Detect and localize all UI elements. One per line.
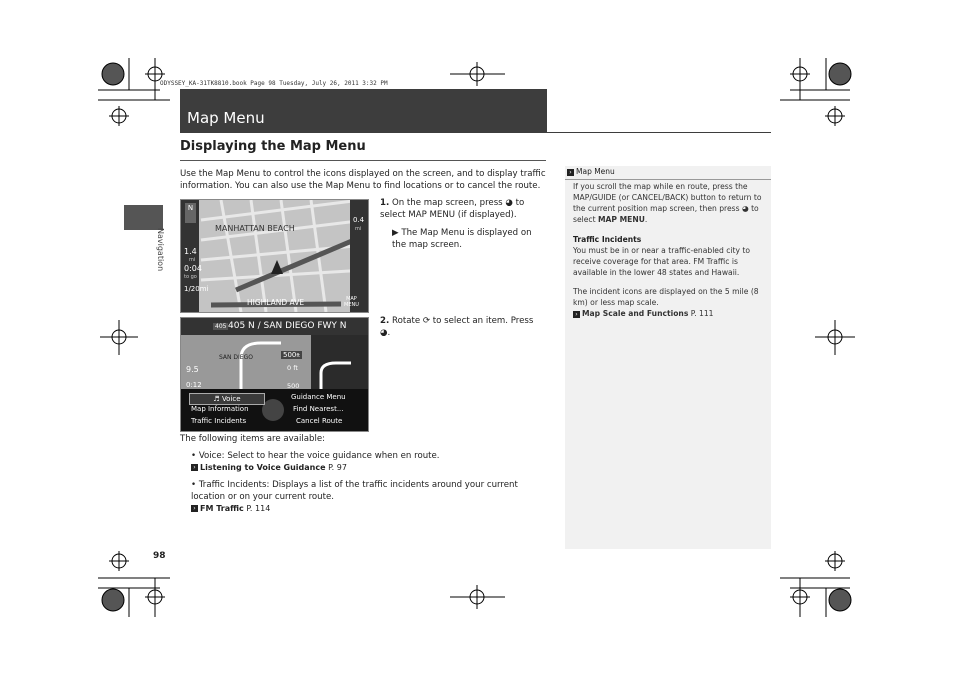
map-menu-label: MAP MENU: [344, 296, 359, 308]
side-tab: [124, 205, 163, 230]
bullet-traffic-incidents: • Traffic Incidents: Displays a list of the traffic incidents around your current location or on your current route.: [191, 480, 518, 502]
scale-value: 500ft: [283, 351, 301, 359]
side-tab-label: Navigation: [156, 228, 165, 272]
sidebar-paragraph-2: You must be in or near a traffic-enabled city to receive coverage for that area. FM Traffic is available in the lower 48 states and Hawaii.: [573, 246, 751, 277]
cross-ref-icon: ›: [191, 505, 198, 512]
street-label-top: MANHATTAN BEACH: [215, 224, 295, 233]
sidebar-note: [565, 166, 771, 549]
step-2: 2. Rotate ⟳ to select an item. Press ◕.: [380, 316, 534, 338]
left-time: 0:12: [186, 381, 202, 389]
route-name: 405 N / SAN DIEGO FWY N: [228, 321, 347, 331]
sidebar-subhead: Traffic Incidents: [573, 235, 642, 244]
map-menu-screen-image: [180, 317, 369, 432]
menu-item-find-nearest: Find Nearest...: [293, 405, 344, 413]
left-distance: 9.5: [186, 365, 199, 374]
menu-item-traffic-incidents: Traffic Incidents: [191, 417, 247, 425]
bullet-voice: • Voice: Select to hear the voice guidance when en route.: [191, 451, 440, 461]
knob-icon: ◕: [742, 204, 749, 213]
sidebar-paragraph-1: If you scroll the map while en route, press the MAP/GUIDE (or CANCEL/BACK) button to return to the current position map screen, then press ◕ to select MAP MENU.: [573, 182, 762, 224]
time-value: 0:04: [184, 264, 202, 273]
map-streets: [181, 200, 368, 312]
knob-icon: ◕: [380, 328, 388, 338]
note-icon: ›: [567, 169, 574, 176]
map-menu-map: [181, 318, 368, 431]
right-distance: 0.4: [353, 216, 365, 224]
distance-500: 500: [287, 382, 300, 390]
chapter-title: Map Menu: [187, 109, 265, 127]
menu-item-guidance: Guidance Menu: [291, 393, 346, 401]
map-scale: 1/20mi: [184, 285, 209, 293]
section-title: Displaying the Map Menu: [180, 139, 366, 154]
title-rule: [547, 132, 771, 133]
map-screen-image: [180, 199, 369, 313]
cross-ref-icon: ›: [191, 464, 198, 471]
place-label: SAN DIEGO: [219, 354, 253, 361]
page-number: 98: [153, 551, 166, 561]
distance-value: 1.4: [184, 247, 197, 256]
compass-icon: N: [185, 203, 196, 223]
rotate-icon: ⟳: [422, 316, 431, 326]
route-badge: 405: [215, 323, 227, 330]
speaker-icon: ♬: [213, 395, 222, 403]
menu-item-voice: ♬ Voice: [189, 393, 265, 405]
cross-ref-icon: ›: [573, 311, 580, 318]
available-items-intro: The following items are available:: [180, 434, 326, 444]
menu-item-map-information: Map Information: [191, 405, 249, 413]
distance-zero: 0 ft: [287, 364, 298, 372]
step-1-result: ▶ The Map Menu is displayed on the map screen.: [392, 228, 532, 250]
street-label-bottom: HIGHLAND AVE: [247, 298, 305, 307]
menu-item-cancel-route: Cancel Route: [296, 417, 343, 425]
sidebar-paragraph-3: The incident icons are displayed on the 5 mile (8 km) or less map scale.: [573, 287, 759, 307]
sidebar-ref-map-scale[interactable]: › Map Scale and Functions P. 111: [573, 308, 765, 319]
right-unit: mi: [355, 226, 362, 232]
ref-voice-guidance[interactable]: › Listening to Voice Guidance P. 97: [191, 463, 347, 472]
print-header: ODYSSEY_KA-31TK8810.book Page 98 Tuesday, July 26, 2011 3:32 PM: [160, 80, 388, 87]
time-label: to go: [184, 274, 197, 280]
result-arrow-icon: ▶: [392, 228, 399, 238]
sidebar-header: › Map Menu: [565, 166, 771, 180]
knob-icon: ◕: [505, 198, 513, 208]
ref-fm-traffic[interactable]: › FM Traffic P. 114: [191, 504, 270, 513]
distance-unit: mi: [189, 257, 196, 263]
step-1: 1. On the map screen, press ◕ to select MAP MENU (if displayed).: [380, 198, 525, 220]
chapter-title-bar: [180, 89, 547, 133]
intro-paragraph: Use the Map Menu to control the icons displayed on the screen, and to display traffic information. You can also use the Map Menu to find locations or to cancel the route.: [180, 169, 546, 191]
section-rule: [180, 160, 546, 161]
